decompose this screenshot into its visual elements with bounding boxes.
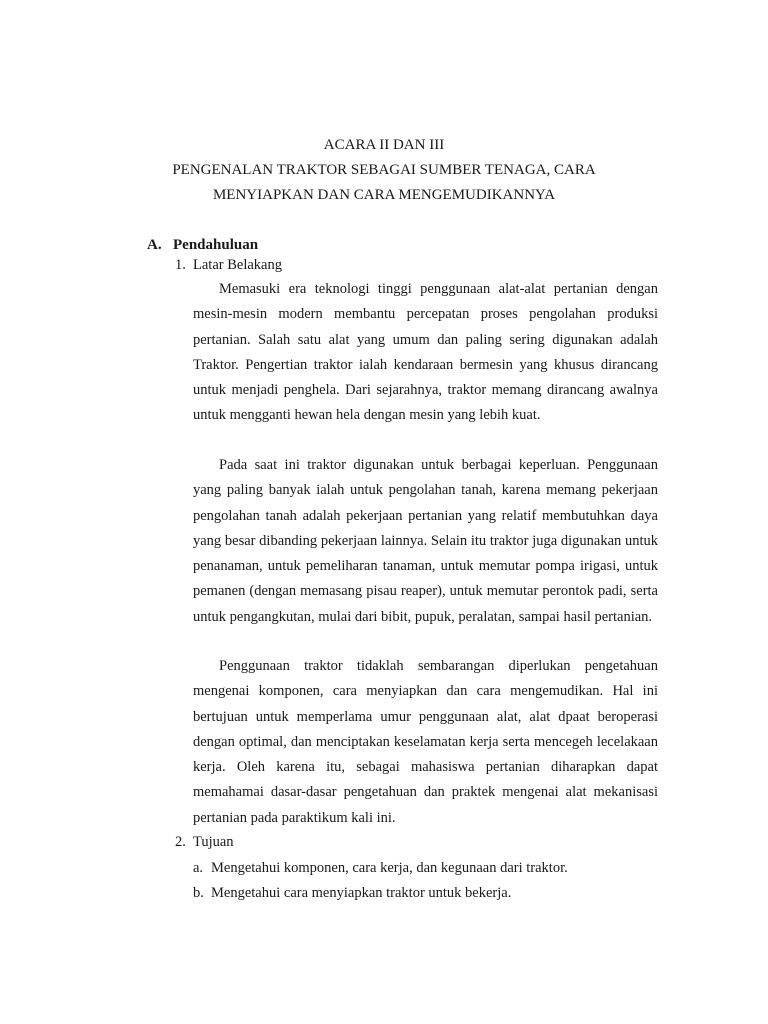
section-heading-text: Pendahuluan <box>173 237 259 253</box>
list-item-text: Mengetahui komponen, cara kerja, dan kegunaan dari traktor. <box>211 860 568 876</box>
list-item-text: Mengetahui cara menyiapkan traktor untuk bekerja. <box>211 885 512 901</box>
paragraph-2: Pada saat ini traktor digunakan untuk berbagai keperluan. Penggunaan yang paling banyak ialah untuk pengolahan tanah, karena memang pekerjaan pengolahan tanah adalah pekerjaan pertanian yang relatif membutuhkan daya yang besar dibanding pekerjaan lainnya. Selain itu traktor juga digunakan untuk penanaman, untuk pemeliharan tanaman, untuk memutar pompa irigasi, untuk pemanen (dengan memasang pisau reaper), untuk memutar perontok padi, serta untuk pengangkutan, mulai dari bibit, pupuk, peralatan, sampai hasil pertanian. <box>193 457 658 625</box>
list-item <box>193 881 511 906</box>
list-item-marker: b. <box>193 885 204 901</box>
list-item-marker: a. <box>193 860 204 876</box>
document-title-line-2: PENGENALAN TRAKTOR SEBAGAI SUMBER TENAGA, CARA <box>172 162 596 178</box>
section-letter: A. <box>147 237 162 253</box>
list-item <box>193 856 568 881</box>
subsection-heading-text: Tujuan <box>193 834 234 850</box>
subsection-heading-tujuan <box>175 830 234 855</box>
subsection-number: 2. <box>175 834 186 850</box>
subsection-heading-text: Latar Belakang <box>193 257 282 273</box>
subsection-heading-latar-belakang <box>175 253 282 278</box>
document-title-line-3: MENYIAPKAN DAN CARA MENGEMUDIKANNYA <box>212 187 556 203</box>
document-title-line-1: ACARA II DAN III <box>323 137 445 153</box>
paragraph-1: Memasuki era teknologi tinggi penggunaan alat-alat pertanian dengan mesin-mesin modern membantu percepatan proses pengolahan produksi pertanian. Salah satu alat yang umum dan paling sering digunakan adalah Traktor. Pengertian traktor ialah kendaraan bermesin yang khusus dirancang untuk menjadi penghela. Dari sejarahnya, traktor memang dirancang awalnya untuk mengganti hewan hela dengan mesin yang lebih kuat. <box>193 281 658 424</box>
subsection-number: 1. <box>175 257 186 273</box>
paragraph-3: Penggunaan traktor tidaklah sembarangan diperlukan pengetahuan mengenai komponen, cara menyiapkan dan cara mengemudikan. Hal ini bertujuan untuk memperlama umur penggunaan alat, alat dpaat beroperasi dengan optimal, dan menciptakan keselamatan kerja serta mencegeh lecelakaan kerja. Oleh karena itu, sebagai mahasiswa pertanian diharapkan dapat memahamai dasar-dasar pengetahuan dan praktek mengenai alat mekanisasi pertanian pada paraktikum kali ini. <box>193 658 658 826</box>
